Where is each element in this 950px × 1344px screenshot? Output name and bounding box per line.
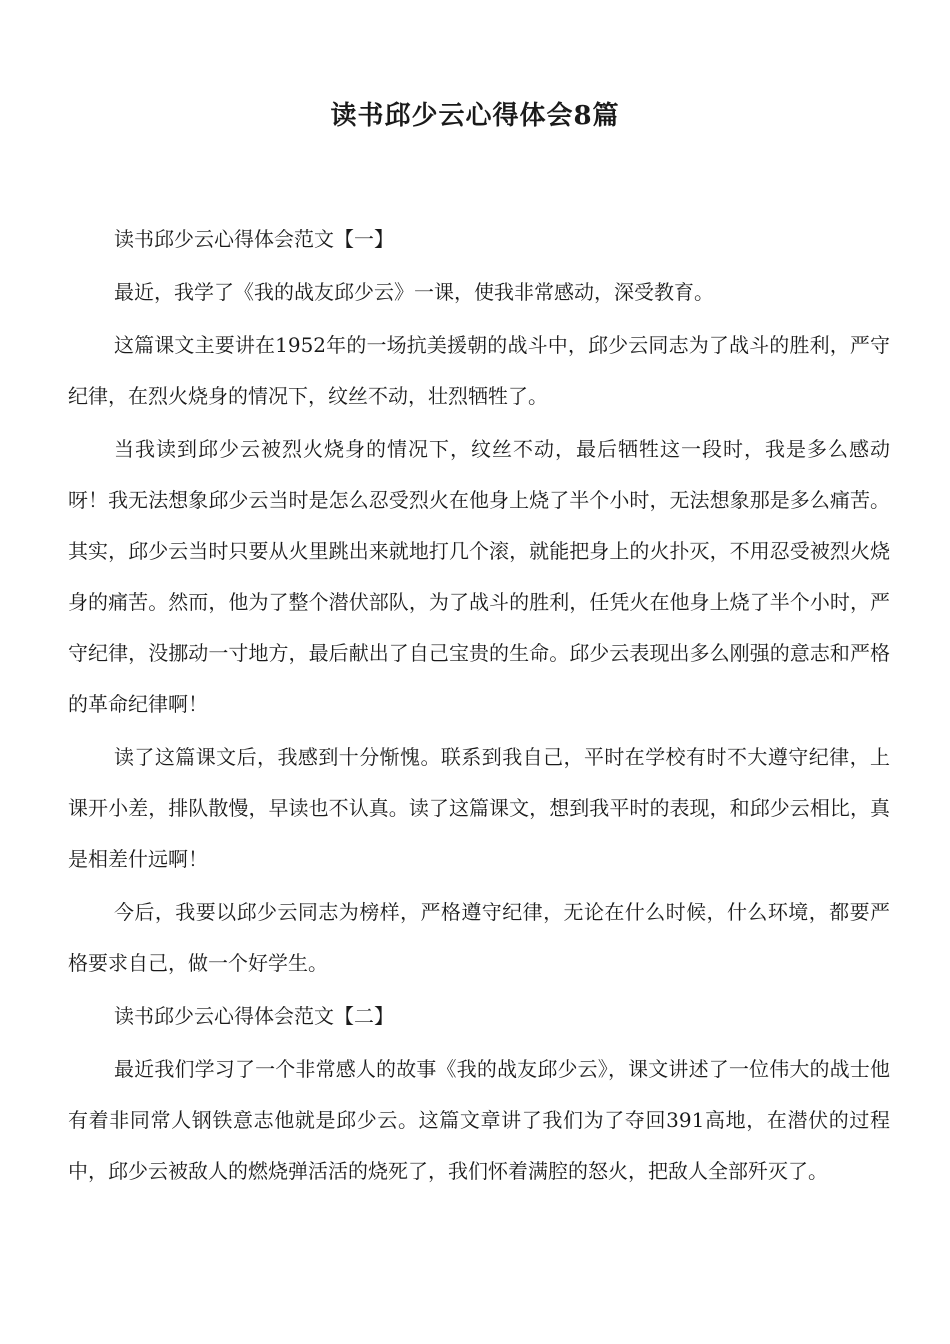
document-body xyxy=(68,214,890,1199)
section-heading: 读书邱少云心得体会范文【一】 xyxy=(114,227,394,251)
paragraph: 当我读到邱少云被烈火烧身的情况下，纹丝不动，最后牺牲这一段时，我是多么感动呀！我无法想象邱少云当时是怎么忍受烈火在他身上烧了半个小时，无法想象那是多么痛苦。其实，邱少云当时只要从火里跳出来就地打几个滚，就能把身上的火扑灭，不用忍受被烈火烧身的痛苦。然而，他为了整个潜伏部队，为了战斗的胜利，任凭火在他身上烧了半个小时，严守纪律，没挪动一寸地方，最后献出了自己宝贵的生命。邱少云表现出多么刚强的意志和严格的革命纪律啊！ xyxy=(68,437,890,716)
paragraph: 这篇课文主要讲在1952年的一场抗美援朝的战斗中，邱少云同志为了战斗的胜利，严守纪律，在烈火烧身的情况下，纹丝不动，壮烈牺牲了。 xyxy=(68,333,890,408)
paragraph: 读了这篇课文后，我感到十分惭愧。联系到我自己，平时在学校有时不大遵守纪律，上课开小差，排队散慢，早读也不认真。读了这篇课文，想到我平时的表现，和邱少云相比，真是相差什远啊！ xyxy=(68,745,890,871)
paragraph: 最近，我学了《我的战友邱少云》一课，使我非常感动，深受教育。 xyxy=(114,280,714,304)
section-heading: 读书邱少云心得体会范文【二】 xyxy=(114,1004,394,1028)
document-title: 读书邱少云心得体会8篇 xyxy=(330,101,620,131)
paragraph: 最近我们学习了一个非常感人的故事《我的战友邱少云》，课文讲述了一位伟大的战士他有着非同常人钢铁意志他就是邱少云。这篇文章讲了我们为了夺回391高地，在潜伏的过程中，邱少云被敌人的燃烧弹活活的烧死了，我们怀着满腔的怒火，把敌人全部歼灭了。 xyxy=(68,1057,890,1183)
paragraph: 今后，我要以邱少云同志为榜样，严格遵守纪律，无论在什么时候，什么环境，都要严格要求自己，做一个好学生。 xyxy=(68,900,890,975)
